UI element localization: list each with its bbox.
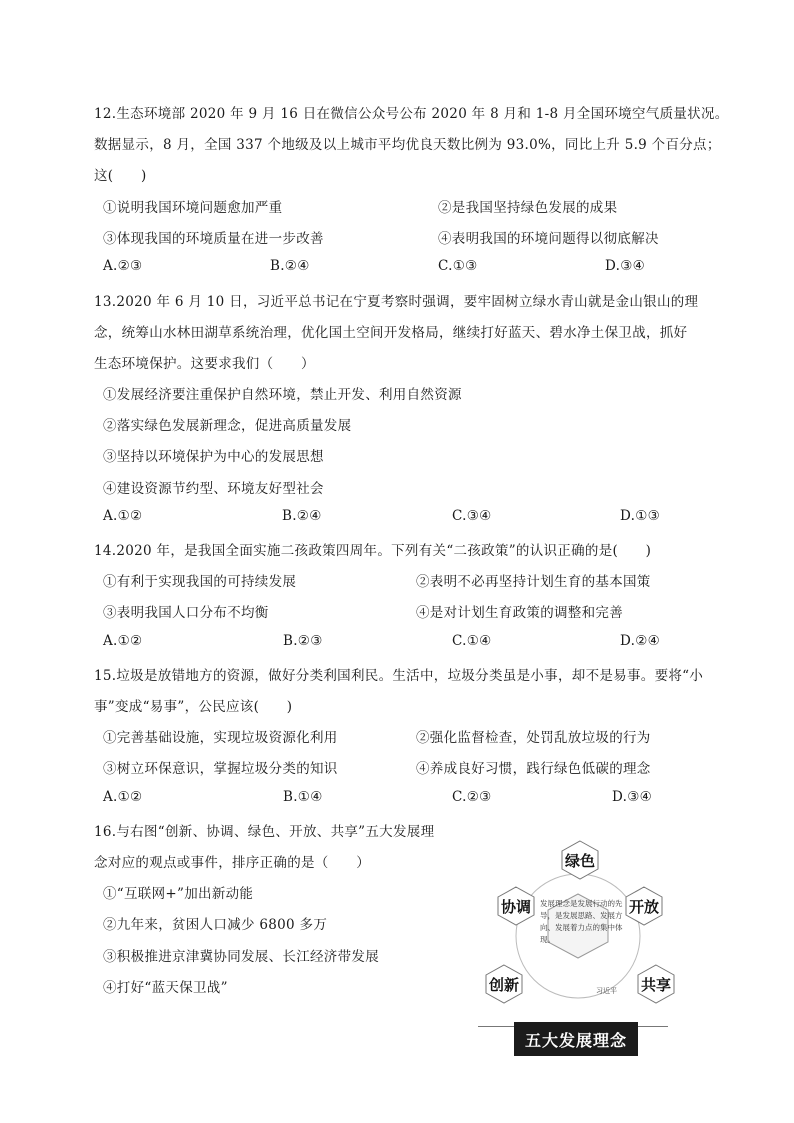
q13-stem-line3: 生态环境保护。这要求我们（ ） [94, 356, 315, 372]
q13-option-1: ①发展经济要注重保护自然环境，禁止开发、利用自然资源 [103, 387, 462, 403]
q13-option-2: ②落实绿色发展新理念，促进高质量发展 [103, 418, 352, 434]
q13-option-4: ④建设资源节约型、环境友好型社会 [103, 481, 324, 497]
hexagon-coordination: 协调 [496, 886, 536, 926]
q14-option-4: ④是对计划生育政策的调整和完善 [416, 605, 623, 621]
q13-stem-line2: 念，统筹山水林田湖草系统治理，优化国土空间开发格局，继续打好蓝天、碧水净土保卫战，抓好 [94, 325, 688, 341]
q12-answer-d: D.③④ [605, 258, 646, 274]
q13-stem-line1: 13.2020 年 6 月 10 日，习近平总书记在宁夏考察时强调，要牢固树立绿水青山就是金山银山的理 [94, 294, 699, 310]
q12-answer-b: B.②④ [270, 258, 310, 274]
q13-option-3: ③坚持以环境保护为中心的发展思想 [103, 449, 324, 465]
q14-option-2: ②表明不必再坚持计划生育的基本国策 [416, 574, 651, 590]
q15-option-3: ③树立环保意识，掌握垃圾分类的知识 [103, 761, 338, 777]
q16-option-1: ①“互联网+”加出新动能 [103, 886, 254, 902]
figure-quote: 发展理念是发展行动的先导，是发展思路、发展方向、发展着力点的集中体现。 [540, 899, 623, 944]
q16-option-4: ④打好“蓝天保卫战” [103, 980, 228, 996]
q15-answer-c: C.②③ [452, 789, 492, 805]
q14-stem-line1: 14.2020 年，是我国全面实施二孩政策四周年。下列有关“二孩政策”的认识正确的是( ) [94, 543, 652, 559]
hexagon-openness: 开放 [624, 886, 664, 926]
q15-option-4: ④养成良好习惯，践行绿色低碳的理念 [416, 761, 651, 777]
q14-answer-b: B.②③ [283, 633, 323, 649]
hexagon-innovation: 创新 [484, 964, 524, 1004]
hexagon-green: 绿色 [560, 840, 600, 880]
q15-option-1: ①完善基础设施，实现垃圾资源化利用 [103, 730, 338, 746]
q13-answer-c: C.③④ [452, 508, 492, 524]
q12-stem-line1: 12.生态环境部 2020 年 9 月 16 日在微信公众号公布 2020 年 8 月和 1-8 月全国环境空气质量状况。 [94, 106, 729, 122]
q13-answer-a: A.①② [103, 508, 143, 524]
q14-answer-d: D.②④ [620, 633, 661, 649]
q15-stem-line1: 15.垃圾是放错地方的资源，做好分类利国利民。生活中，垃圾分类虽是小事，却不是易事。要将“小 [94, 668, 704, 684]
q12-option-1: ①说明我国环境问题愈加严重 [103, 200, 283, 216]
q13-answer-b: B.②④ [282, 508, 322, 524]
q12-stem-line3: 这( ) [94, 168, 147, 184]
q14-option-1: ①有利于实现我国的可持续发展 [103, 574, 297, 590]
q12-option-3: ③体现我国的环境质量在进一步改善 [103, 231, 324, 247]
figure-signature: 习近平 [596, 987, 617, 995]
q16-stem-line2: 念对应的观点或事件，排序正确的是（ ） [94, 855, 370, 871]
q12-stem-line2: 数据显示，8 月，全国 337 个地级及以上城市平均优良天数比例为 93.0%，同比上升 5.9 个百分点； [94, 137, 721, 153]
q15-answer-a: A.①② [103, 789, 143, 805]
q13-answer-d: D.①③ [620, 508, 661, 524]
figure-banner: 五大发展理念 [514, 1022, 638, 1056]
q15-answer-d: D.③④ [612, 789, 653, 805]
q16-stem-line1: 16.与右图“创新、协调、绿色、开放、共享”五大发展理 [94, 824, 435, 840]
q15-stem-line2: 事”变成“易事”，公民应该( ) [94, 699, 293, 715]
q15-answer-b: B.①④ [283, 789, 323, 805]
q12-answer-c: C.①③ [438, 258, 478, 274]
development-concepts-figure [478, 840, 671, 1070]
q16-option-2: ②九年来，贫困人口减少 6800 多万 [103, 917, 328, 933]
q12-option-2: ②是我国坚持绿色发展的成果 [438, 200, 618, 216]
q12-option-4: ④表明我国的环境问题得以彻底解决 [438, 231, 659, 247]
q14-answer-c: C.①④ [452, 633, 492, 649]
q14-answer-a: A.①② [103, 633, 143, 649]
q14-option-3: ③表明我国人口分布不均衡 [103, 605, 269, 621]
q15-option-2: ②强化监督检查，处罚乱放垃圾的行为 [416, 730, 651, 746]
q12-answer-a: A.②③ [103, 258, 143, 274]
q16-option-3: ③积极推进京津冀协同发展、长江经济带发展 [103, 949, 379, 965]
hexagon-sharing: 共享 [636, 964, 676, 1004]
